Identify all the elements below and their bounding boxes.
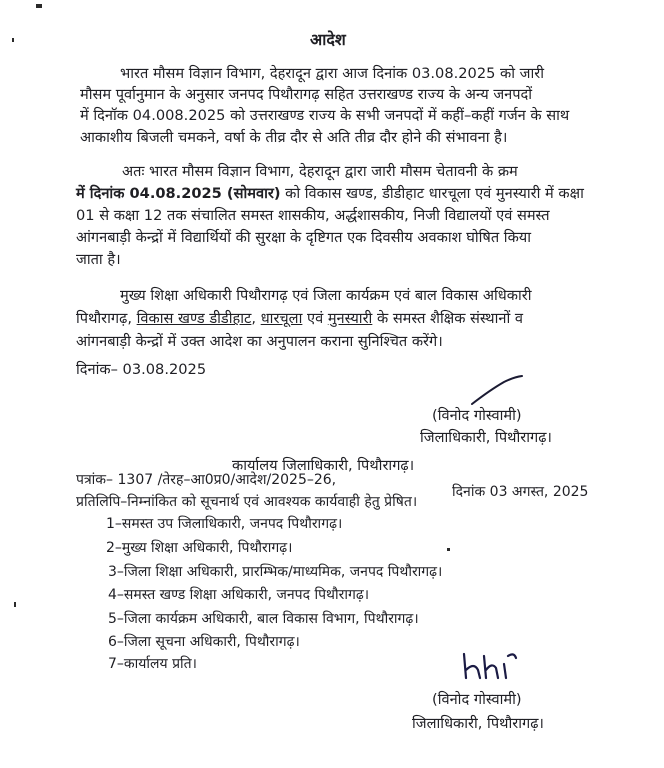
para3-line1: मुख्य शिक्षा अधिकारी पिथौरागढ़ एवं जिला कार्यक्रम एवं बाल विकास अधिकारी — [120, 287, 532, 304]
signatory2-designation: जिलाधिकारी, पिथौरागढ़। — [412, 715, 544, 732]
signatory1-designation: जिलाधिकारी, पिथौरागढ़। — [420, 429, 552, 446]
recipient-item: 5–जिला कार्यक्रम अधिकारी, बाल विकास विभाग, पिथौरागढ़। — [108, 611, 419, 627]
para2-line2-bold: में दिनांक 04.08.2025 (सोमवार) — [76, 185, 281, 202]
para1-line3: में दिनॉक 04.008.2025 को उत्तराखण्ड राज्य के सभी जनपदों में कहीं–कहीं गर्जन के साथ — [80, 107, 570, 124]
para3-line3: आंगनबाड़ी केन्द्रों में उक्त आदेश का अनुपालन कराना सुनिश्चित करेंगे। — [76, 333, 443, 350]
office-heading: कार्यालय जिलाधिकारी, पिथौरागढ़। — [232, 457, 415, 474]
para3-line2 — [76, 309, 523, 329]
scan-mark — [12, 38, 14, 42]
para3-line2-d: धारचूला — [260, 310, 303, 327]
signature-mark — [470, 376, 530, 406]
signature-handwritten — [460, 648, 524, 684]
order-date: दिनांक– 03.08.2025 — [76, 361, 207, 378]
para2-line4: आंगनबाड़ी केन्द्रों में विद्यार्थियों की सुरक्षा के दृष्टिगत एक दिवसीय अवकाश घोषित किया — [76, 229, 532, 246]
scan-mark — [36, 4, 42, 8]
para3-line2-e: एवं — [302, 310, 328, 327]
scan-mark — [447, 548, 450, 551]
recipient-item: 2–मुख्य शिक्षा अधिकारी, पिथौरागढ़। — [106, 540, 293, 556]
signatory1-name: (विनोद गोस्वामी) — [432, 407, 522, 424]
recipient-item: 4–समस्त खण्ड शिक्षा अधिकारी, जनपद पिथौरागढ़। — [108, 587, 370, 603]
para2-line1: अतः भारत मौसम विज्ञान विभाग, देहरादून द्वारा जारी मौसम चेतावनी के क्रम — [122, 163, 518, 180]
letter-number: पत्रांक– 1307 /तेरह–आ0प्र0/आदेश/2025–26, — [76, 472, 337, 488]
para1-line4: आकाशीय बिजली चमकने, वर्षा के तीव्र दौर से अति तीव्र दौर होने की संभावना है। — [80, 129, 508, 146]
para3-line2-a: पिथौरागढ़, — [76, 310, 137, 327]
copy-intro: प्रतिलिपि–निम्नांकित को सूचनार्थ एवं आवश्यक कार्यवाही हेतु प्रेषित। — [76, 494, 418, 510]
para2-line3: 01 से कक्षा 12 तक संचालित समस्त शासकीय, अर्द्धशासकीय, निजी विद्यालयों एवं समस्त — [76, 207, 550, 224]
para1-line2: मौसम पूर्वानुमान के अनुसार जनपद पिथौरागढ़ सहित उत्तराखण्ड राज्य के अन्य जनपदों — [80, 86, 533, 103]
recipient-item: 3–जिला शिक्षा अधिकारी, प्रारम्भिक/माध्यमिक, जनपद पिथौरागढ़। — [108, 564, 443, 580]
para3-line2-f: मुनस्यारी — [327, 310, 373, 327]
scan-mark — [14, 602, 16, 607]
document-title: आदेश — [310, 30, 346, 49]
recipient-item: 6–जिला सूचना अधिकारी, पिथौरागढ़। — [108, 634, 300, 650]
letter-date: दिनांक 03 अगस्त, 2025 — [452, 484, 589, 500]
para2-line2 — [76, 184, 584, 204]
para2-line2-rest: को विकास खण्ड, डीडीहाट धारचूला एवं मुनस्यारी में कक्षा — [280, 185, 584, 202]
signatory2-name: (विनोद गोस्वामी) — [432, 691, 522, 708]
para3-line2-c: , — [251, 310, 261, 327]
para1-line1: भारत मौसम विज्ञान विभाग, देहरादून द्वारा आज दिनांक 03.08.2025 को जारी — [120, 65, 545, 82]
para3-line2-b: विकास खण्ड डीडीहाट — [136, 310, 252, 327]
para2-line5: जाता है। — [76, 251, 121, 268]
para3-line2-g: के समस्त शैक्षिक संस्थानों व — [372, 310, 524, 327]
recipient-item: 7–कार्यालय प्रति। — [108, 656, 197, 672]
recipient-item: 1–समस्त उप जिलाधिकारी, जनपद पिथौरागढ़। — [106, 516, 343, 532]
